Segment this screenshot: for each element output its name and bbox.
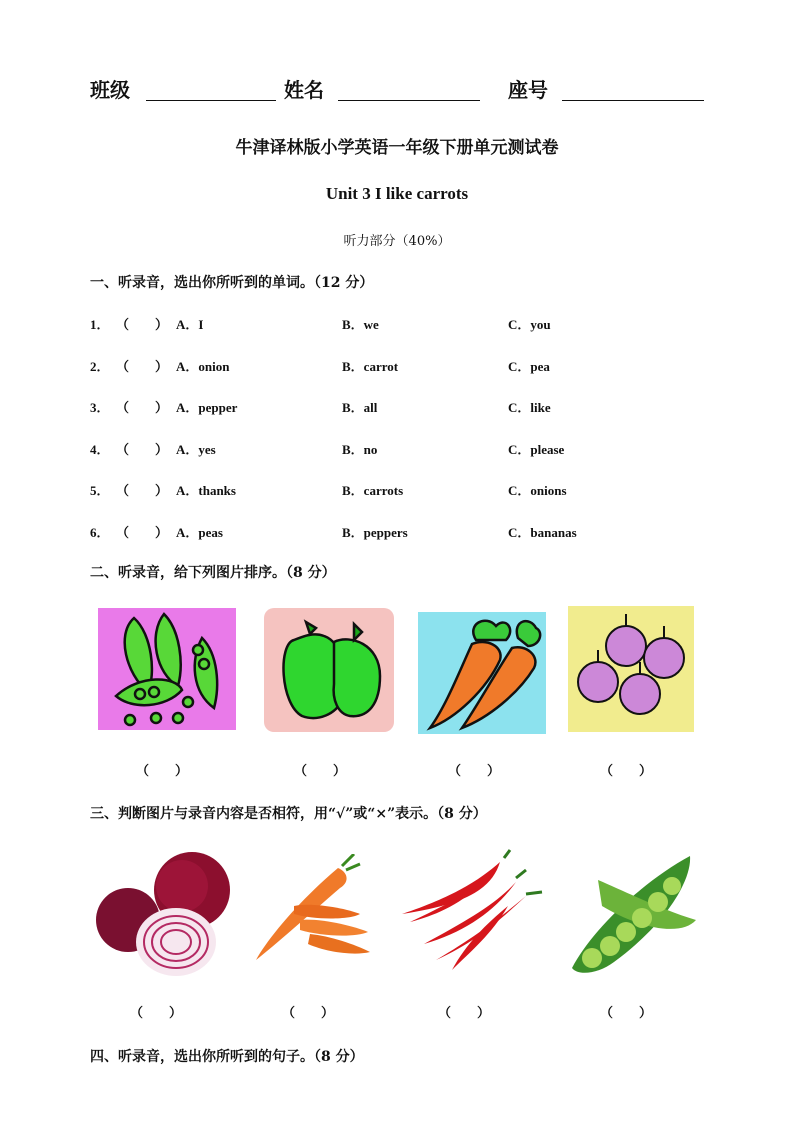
question-row — [90, 522, 710, 542]
seat-blank[interactable] — [562, 100, 704, 101]
name-label: 姓名 — [284, 78, 324, 102]
listening-part-label: 听力部分（40%） — [343, 234, 451, 249]
green-pepper-cartoon-image — [262, 604, 396, 734]
question-number: 4． — [90, 442, 110, 457]
question-row — [90, 480, 710, 500]
option-c[interactable]: C．bananas — [508, 525, 577, 540]
page-title: 牛津译林版小学英语一年级下册单元测试卷 — [235, 138, 559, 158]
answer-blank[interactable]: （ ） — [116, 400, 169, 415]
onion-cartoon-image — [566, 604, 696, 734]
answer-blank[interactable]: （ ） — [130, 1006, 183, 1021]
option-a[interactable]: A．I — [176, 317, 204, 332]
seat-label: 座号 — [508, 78, 548, 102]
option-a[interactable]: A．onion — [176, 359, 230, 374]
red-onion-photo — [92, 846, 240, 980]
answer-blank[interactable]: （ ） — [116, 359, 169, 374]
option-b[interactable]: B．all — [342, 400, 378, 415]
peas-cartoon-image — [96, 604, 238, 732]
section-1-heading: 一、听录音，选出你所听到的单词。（12 分） — [90, 275, 374, 291]
section-2-heading: 二、听录音，给下列图片排序。（8 分） — [90, 565, 336, 581]
carrot-photo — [250, 854, 382, 966]
option-a[interactable]: A．yes — [176, 442, 216, 457]
answer-blank[interactable]: （ ） — [438, 1006, 491, 1021]
red-chili-pepper-photo — [396, 848, 552, 974]
option-c[interactable]: C．please — [508, 442, 565, 457]
question-number: 3． — [90, 400, 110, 415]
question-row — [90, 314, 710, 334]
answer-blank[interactable]: （ ） — [116, 483, 169, 498]
answer-blank[interactable]: （ ） — [116, 442, 169, 457]
question-row — [90, 356, 710, 376]
answer-blank[interactable]: （ ） — [600, 1006, 653, 1021]
section-3-heading: 三、判断图片与录音内容是否相符，用“√”或“×”表示。（8 分） — [90, 806, 487, 822]
option-c[interactable]: C．like — [508, 400, 551, 415]
answer-blank[interactable]: （ ） — [116, 317, 169, 332]
question-number: 2． — [90, 359, 110, 374]
question-number: 6． — [90, 525, 110, 540]
answer-blank[interactable]: （ ） — [136, 764, 189, 779]
question-row — [90, 397, 710, 417]
answer-blank[interactable]: （ ） — [448, 764, 501, 779]
green-pea-pod-photo — [562, 850, 700, 980]
option-c[interactable]: C．you — [508, 317, 551, 332]
option-b[interactable]: B．carrot — [342, 359, 399, 374]
unit-title: Unit 3 I like carrots — [325, 184, 469, 203]
class-label: 班级 — [90, 78, 130, 102]
student-info-header — [90, 74, 710, 106]
option-b[interactable]: B．we — [342, 317, 379, 332]
answer-blank[interactable]: （ ） — [294, 764, 347, 779]
question-number: 1． — [90, 317, 110, 332]
option-b[interactable]: B．carrots — [342, 483, 404, 498]
option-b[interactable]: B．peppers — [342, 525, 408, 540]
question-number: 5． — [90, 483, 110, 498]
answer-blank[interactable]: （ ） — [116, 525, 169, 540]
option-b[interactable]: B．no — [342, 442, 378, 457]
class-blank[interactable] — [146, 100, 276, 101]
option-a[interactable]: A．peas — [176, 525, 223, 540]
answer-blank[interactable]: （ ） — [600, 764, 653, 779]
answer-blank[interactable]: （ ） — [282, 1006, 335, 1021]
carrot-cartoon-image — [416, 610, 548, 736]
section-4-heading: 四、听录音，选出你所听到的句子。（8 分） — [90, 1049, 364, 1065]
option-a[interactable]: A．thanks — [176, 483, 236, 498]
option-c[interactable]: C．pea — [508, 359, 550, 374]
name-blank[interactable] — [338, 100, 480, 101]
option-c[interactable]: C．onions — [508, 483, 567, 498]
option-a[interactable]: A．pepper — [176, 400, 238, 415]
question-row — [90, 439, 710, 459]
